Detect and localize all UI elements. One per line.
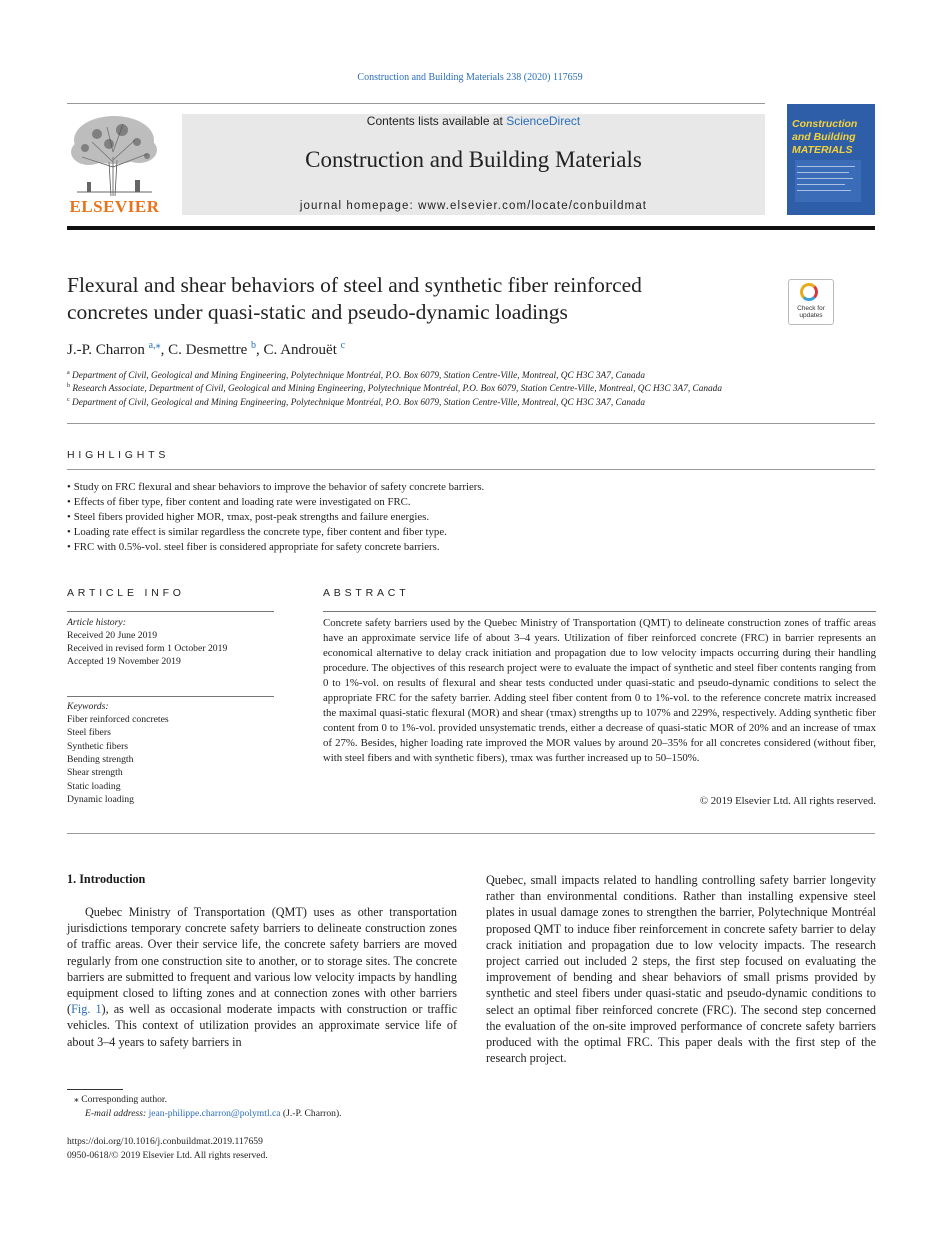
keyword: Shear strength: [67, 767, 123, 778]
corresponding-author-note: ⁎ Corresponding author.: [74, 1094, 167, 1105]
check-updates-label: Check for updates: [797, 305, 825, 319]
journal-title: Construction and Building Materials: [305, 147, 642, 172]
journal-banner: [182, 114, 765, 215]
revised-date: Received in revised form 1 October 2019: [67, 643, 228, 654]
email-note: E-mail address: jean-philippe.charron@polymtl.ca (J.-P. Charron).: [85, 1108, 342, 1119]
received-date: Received 20 June 2019: [67, 630, 158, 641]
affiliation: $^b$ Research Associate, Department of Civil, Geological and Mining Engineering, Polytechnique Montréal, P.O. Box 6079, Station Centre-Ville, Montreal, QC H3C 3A7, Canada: [67, 383, 722, 395]
intro-column-right: [486, 872, 876, 1066]
author-list: J.-P. Charron $^{a,⁎}$, C. Desmettre $^b$, C. Androuët $^c$: [67, 340, 346, 358]
highlight-item: • Effects of fiber type, fiber content and loading rate were investigated on FRC.: [67, 496, 411, 508]
check-for-updates-badge[interactable]: [788, 279, 834, 325]
article-info-rule: [67, 611, 274, 612]
author-sup[interactable]: b: [251, 340, 257, 351]
title-line: concretes under quasi-static and pseudo-dynamic loadings: [67, 300, 568, 324]
highlight-item: • Study on FRC flexural and shear behaviors to improve the behavior of safety concrete barriers.: [67, 481, 484, 493]
abstract-copyright: © 2019 Elsevier Ltd. All rights reserved.: [699, 795, 876, 807]
highlight-item: • Loading rate effect is similar regardless the concrete type, fiber content and fiber type.: [67, 526, 447, 538]
author-name[interactable]: C. Androuët: [263, 342, 337, 358]
article-title: [67, 272, 767, 326]
cover-title: Construction and Building MATERIALS: [792, 118, 858, 156]
introduction-heading: 1. Introduction: [67, 872, 146, 886]
abstract-rule: [323, 611, 876, 612]
section-rule: [67, 469, 875, 470]
intro-paragraph: Quebec, small impacts related to handling controlling safety barrier longevity rather than environmental conditions. Rather than installing expensive steel plates in usual damage zones to strengthen the barrier, Polytechnique Montréal proposed QMT to induce fiber reinforcement in concrete safety barrier to delay crack initiation and propagation due to low velocity impacts. The research project carried out included 2 steps, the first step focused on evaluating the improvement of bending and shear behaviors of small prisms provided by synthetic and steel fibers under quasi-static and pseudo-dynamic conditions to select an optimal fiber reinforced concrete (FRC). The second step concerned the evaluation of the on-site improved performance of concrete safety barriers produced with the optimal FRC. This paper deals with the first step of the research project.: [486, 873, 876, 1066]
cover-text-line: [797, 190, 851, 191]
keywords-label: Keywords:: [67, 701, 109, 712]
keywords-rule: [67, 696, 274, 697]
journal-reference[interactable]: Construction and Building Materials 238 (2020) 117659: [357, 72, 583, 83]
author-name[interactable]: J.-P. Charron: [67, 342, 145, 358]
cover-text-line: [797, 184, 845, 185]
keyword: Synthetic fibers: [67, 741, 129, 752]
cover-text-line: [797, 166, 855, 167]
keyword: Dynamic loading: [67, 794, 134, 805]
journal-homepage[interactable]: journal homepage: www.elsevier.com/locate/conbuildmat: [299, 200, 648, 212]
keyword: Bending strength: [67, 754, 134, 765]
accepted-date: Accepted 19 November 2019: [67, 656, 181, 667]
highlight-item: • FRC with 0.5%-vol. steel fiber is considered appropriate for safety concrete barriers.: [67, 541, 440, 553]
intro-column-left: [67, 904, 457, 1050]
issn-copyright: 0950-0618/© 2019 Elsevier Ltd. All rights reserved.: [67, 1150, 268, 1161]
sciencedirect-link[interactable]: ScienceDirect: [506, 114, 581, 128]
article-info-heading: ARTICLE INFO: [67, 587, 185, 599]
author-sup[interactable]: c: [340, 340, 346, 351]
keyword: Steel fibers: [67, 727, 111, 738]
figure-1-link[interactable]: Fig. 1: [71, 1002, 102, 1017]
author-sup[interactable]: a,⁎: [148, 340, 161, 351]
header-thick-rule: [67, 226, 875, 230]
affiliation: $^a$ Department of Civil, Geological and Mining Engineering, Polytechnique Montréal, P.O. Box 6079, Station Centre-Ville, Montreal, QC H3C 3A7, Canada: [67, 370, 645, 382]
email-link[interactable]: jean-philippe.charron@polymtl.ca: [148, 1108, 281, 1119]
title-line: Flexural and shear behaviors of steel and synthetic fiber reinforced: [67, 273, 642, 297]
check-updates-icon: [800, 283, 818, 301]
abstract-heading: ABSTRACT: [323, 587, 410, 599]
header-rule: [67, 103, 765, 104]
footnote-rule: [67, 1089, 123, 1090]
publisher-name: ELSEVIER: [69, 197, 160, 216]
section-rule: [67, 423, 875, 424]
section-rule: [67, 833, 875, 834]
intro-paragraph: Quebec Ministry of Transportation (QMT) uses as other transportation jurisdictions temporary concrete safety barriers to delineate construction zones of traffic areas. Over their service life, the concrete safety barriers are moved regularly from one construction site to another, or to storage sites. The concrete barriers are submitted to frequent and various low velocity impacts by handling equipment closed to lifting zones and at connection zones with other barriers (Fig. 1), as well as occasional moderate impacts with construction or traffic vehicles. This context of utilization provides an approximate service life of about 3–4 years to safety barriers in: [67, 905, 458, 1049]
contents-availability: Contents lists available at ScienceDirect: [366, 114, 581, 128]
cover-text-line: [797, 178, 853, 179]
author-name[interactable]: C. Desmettre: [168, 342, 248, 358]
keyword: Static loading: [67, 781, 121, 792]
highlights-heading: HIGHLIGHTS: [67, 449, 170, 461]
doi-link[interactable]: https://doi.org/10.1016/j.conbuildmat.2019.117659: [67, 1136, 263, 1147]
highlight-item: • Steel fibers provided higher MOR, τmax, post-peak strengths and failure energies.: [67, 511, 429, 523]
journal-cover[interactable]: [787, 104, 875, 215]
cover-text-line: [797, 172, 849, 173]
abstract-text: Concrete safety barriers used by the Quebec Ministry of Transportation (QMT) to delineate construction zones of traffic areas have an approximate service life of about 3–4 years. Utilization of fiber reinforced concrete (FRC) in barrier represents an economical alternative to delay crack initiation and propagation due to low velocity impacts occurring during their handling procedure. The objectives of this research project were to evaluate the impact of synthetic and steel fiber contents ranging from 0 to 1%-vol. on results of flexural and shear tests conducted under quasi-static and pseudo-dynamic conditions to select the appropriate FRC for the safety barrier. Adding steel fiber content from 0 to 1%-vol. to the reference concrete matrix increased the maximal quasi-static flexural (MOR) and shear (τmax) strengths up to 107% and 229%, respectively. Adding synthetic fiber content from 0 to 1%-vol. provided unsystematic trends, either a decrease of quasi-static MOR of 20% and an increase of τmax of 27%. Besides, higher loading rate improved the MOR values by around 20–35% for all concretes considered (without fiber, with steel fibers and with synthetic fibers), τmax was further increased up to 50–150%.: [323, 617, 876, 764]
affiliation: $^c$ Department of Civil, Geological and Mining Engineering, Polytechnique Montréal, P.O. Box 6079, Station Centre-Ville, Montreal, QC H3C 3A7, Canada: [67, 397, 645, 409]
tree-icon: [67, 112, 162, 196]
elsevier-logo: [67, 112, 162, 217]
history-label: Article history:: [67, 617, 126, 628]
keyword: Fiber reinforced concretes: [67, 714, 169, 725]
